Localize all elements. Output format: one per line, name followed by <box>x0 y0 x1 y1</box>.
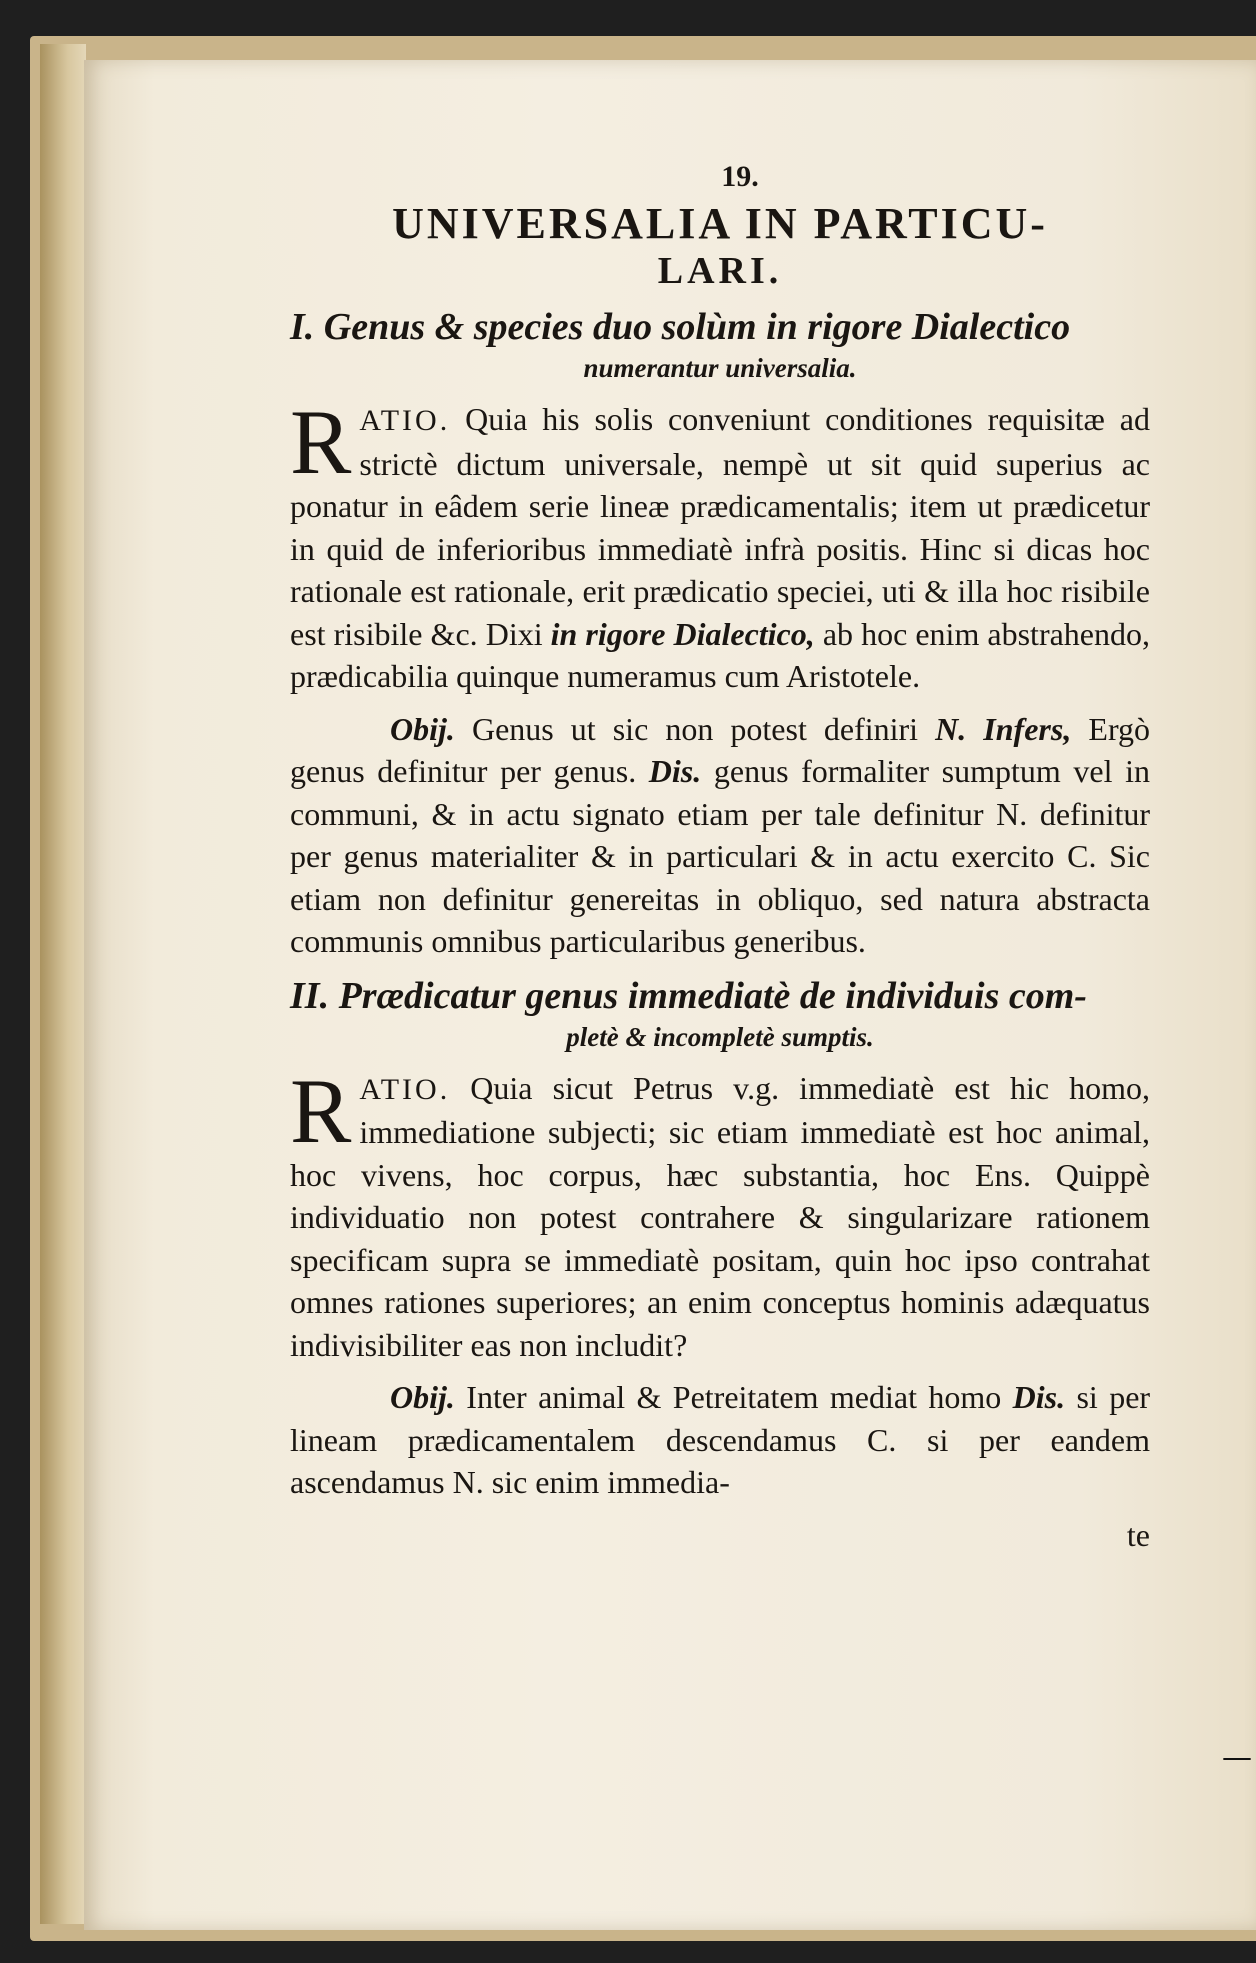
objection-text: Inter animal & Petreitatem mediat homo <box>466 1379 1002 1415</box>
objection-dis: Dis. <box>648 753 702 789</box>
section-1-objection <box>290 708 1150 963</box>
objection-text: Genus ut sic non potest definiri <box>471 710 919 747</box>
objection-text-3: genus formaliter sumptum vel in communi, & in actu signato etiam per tale definitur N. definitur per genus materialiter & in particulari & in actu exercito C. Sic etiam non definitur genereitas in obliquo, sed natura abstracta communis omnibus particularibus generibus. <box>290 753 1150 959</box>
objection-n: N. Infers, <box>935 710 1072 747</box>
dropcap: R <box>290 391 352 493</box>
dropcap: R <box>290 1059 352 1162</box>
ratio-word: ATIO. <box>359 404 451 437</box>
section-1-heading: I. Genus & species duo solùm in rigore Dialectico <box>290 306 1071 348</box>
section-2-heading: II. Prædicatur genus immediatè de individuis com- <box>290 974 1087 1017</box>
section-2-objection <box>290 1376 1150 1504</box>
ratio-italic: in rigore Dialectico, <box>550 615 815 652</box>
ratio-text: Quia sicut Petrus v.g. immediatè est hic homo, immediatione subjecti; sic etiam immediatè est hoc animal, hoc vivens, hoc corpus, hæc substantia, hoc Ens. Quippè individuatio non potest contrahere & singularizare rationem specificam supra se immediatè positam, quin hoc ipso contrahat omnes rationes superiores; an enim conceptus hominis adæquatus indivisibiliter eas non includit? <box>290 1069 1151 1363</box>
edge-mark-icon: — <box>1222 1740 1252 1775</box>
objection-text-2: si per lineam prædicamentalem descendamus C. si per eandem ascendamus N. sic enim immedia- <box>290 1379 1151 1500</box>
section-2-ratio <box>290 1059 1151 1367</box>
section-1-ratio <box>290 391 1151 698</box>
page-title: UNIVERSALIA IN PARTICU- <box>392 199 1048 248</box>
objection-text-2: Ergò genus definitur per genus. <box>290 710 1151 789</box>
ratio-word: ATIO. <box>359 1072 451 1106</box>
section-2-heading-cont: pletè & incompletè sumptis. <box>566 1021 874 1052</box>
book-gutter <box>40 44 86 1924</box>
objection-label: Obij. <box>390 710 455 747</box>
ratio-text-2: ab hoc enim abstrahendo, prædicabilia quinque numeramus cum Aristotele. <box>290 615 1150 694</box>
page-number: 19. <box>721 160 759 193</box>
ratio-text: Quia his solis conveniunt conditiones requisitæ ad strictè dictum universale, nempè ut sit quid superius ac ponatur in eâdem serie lineæ prædicamentalis; item ut prædicetur in quid de inferioribus immediatè infrà positis. Hinc si dicas hoc rationale est rationale, erit prædicatio speciei, uti & illa hoc risibile est risibile &c. Dixi <box>290 401 1151 652</box>
section-1-heading-cont: numerantur universalia. <box>583 353 857 383</box>
objection-label: Obij. <box>390 1379 455 1415</box>
page-title-cont: LARI. <box>657 250 783 292</box>
objection-dis: Dis. <box>1012 1379 1066 1415</box>
catchword: te <box>1126 1516 1150 1553</box>
page-text-block <box>290 160 1150 1566</box>
